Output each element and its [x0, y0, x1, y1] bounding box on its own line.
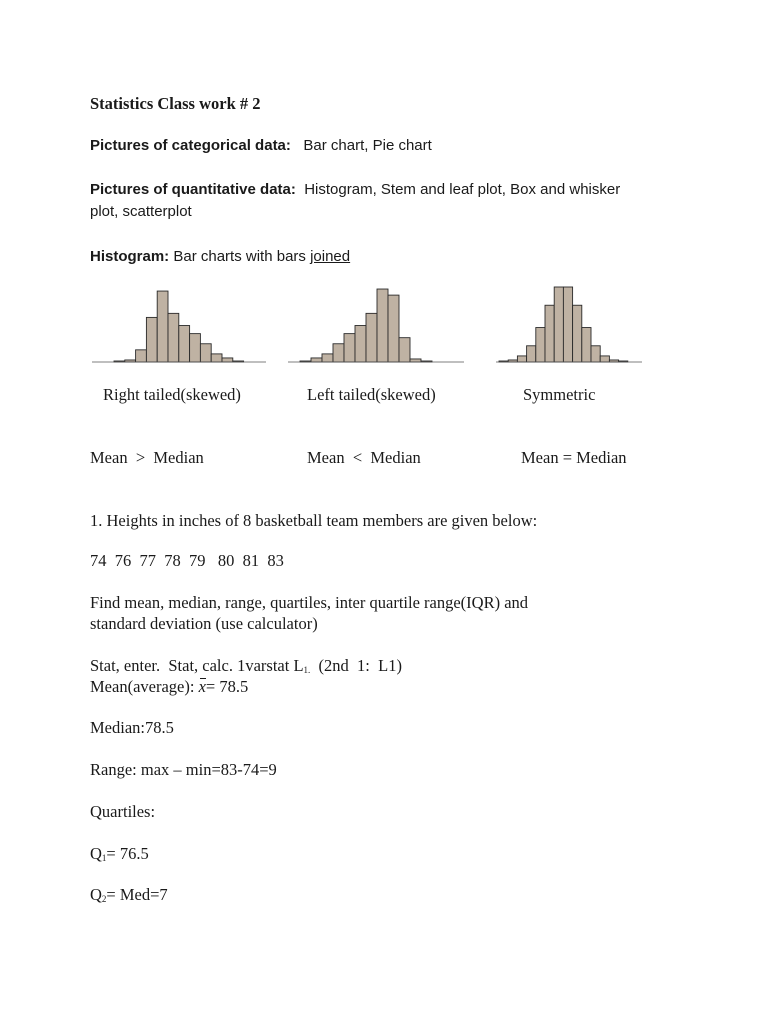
- quantitative-text: Histogram, Stem and leaf plot, Box and whisker: [304, 181, 621, 198]
- histogram-bar: [527, 346, 536, 362]
- histogram-right-skewed: [92, 284, 266, 366]
- quantitative-line: [90, 181, 620, 198]
- histogram-bar: [388, 295, 399, 362]
- median-result: Median:78.5: [90, 718, 174, 737]
- histogram-bar: [222, 358, 233, 362]
- histogram-bar: [136, 350, 147, 362]
- q2-result: $Q_2= Med=7$: [90, 885, 168, 904]
- histogram-underlined: joined: [310, 248, 351, 265]
- histogram-bar: [554, 287, 563, 362]
- histogram-bar: [311, 358, 322, 362]
- categorical-text: Bar chart, Pie chart: [303, 137, 432, 154]
- caption-left-skewed: Left tailed(skewed): [307, 385, 436, 404]
- histogram-bar: [591, 346, 600, 362]
- histogram-bar: [168, 313, 179, 362]
- range-result: Range: max – min=83-74=9: [90, 760, 277, 779]
- mean-result: Mean(average): x= 78.5: [90, 677, 249, 696]
- histogram-bar: [355, 326, 366, 362]
- histogram-bar: [190, 334, 201, 362]
- quantitative-text-cont: plot, scatterplot: [90, 203, 192, 220]
- histogram-left-skewed: [288, 284, 464, 366]
- caption-symmetric: Symmetric: [523, 385, 596, 404]
- histogram-bar: [600, 356, 609, 362]
- problem-find-line1: Find mean, median, range, quartiles, inter quartile range(IQR) and: [90, 593, 529, 612]
- page-title: Statistics Class work # 2: [90, 94, 261, 113]
- histogram-bar: [410, 359, 421, 362]
- caption-right-skewed: Right tailed(skewed): [103, 385, 241, 404]
- relation-left-skewed: Mean < Median: [307, 448, 421, 467]
- histogram-text: Bar charts with bars: [173, 248, 311, 265]
- histogram-label: Histogram:: [90, 248, 170, 265]
- histogram-bar: [333, 344, 344, 362]
- histogram-bar: [157, 291, 168, 362]
- histogram-line: [90, 248, 350, 265]
- histogram-bar: [146, 317, 157, 362]
- histogram-bar: [573, 305, 582, 362]
- histogram-bar: [563, 287, 572, 362]
- problem-question: 1. Heights in inches of 8 basketball team members are given below:: [90, 511, 538, 530]
- histogram-bar: [200, 344, 211, 362]
- histogram-bar: [366, 313, 377, 362]
- q1-result: $Q_1= 76.5$: [90, 844, 149, 863]
- histogram-bar: [582, 328, 591, 362]
- histogram-bar: [545, 305, 554, 362]
- histogram-bar: [344, 334, 355, 362]
- relation-right-skewed: Mean > Median: [90, 448, 204, 467]
- histogram-bar: [179, 326, 190, 362]
- histogram-bar: [211, 354, 222, 362]
- histogram-bar: [399, 338, 410, 362]
- calculator-steps: Stat, enter. Stat, calc. 1varstat $L_{1.}$ (2nd 1: L1): [90, 656, 402, 675]
- x-bar-symbol: x: [198, 677, 206, 696]
- histogram-bar: [536, 328, 545, 362]
- histogram-bar: [322, 354, 333, 362]
- histogram-symmetric: [496, 284, 642, 366]
- categorical-line: [90, 137, 432, 154]
- histogram-bar: [517, 356, 526, 362]
- quantitative-label: Pictures of quantitative data:: [90, 181, 296, 198]
- quartiles-heading: Quartiles:: [90, 802, 156, 821]
- categorical-label: Pictures of categorical data:: [90, 137, 291, 154]
- relation-symmetric: Mean = Median: [521, 448, 627, 467]
- problem-data: 74 76 77 78 79 80 81 83: [90, 551, 284, 570]
- problem-find-line2: standard deviation (use calculator): [90, 614, 318, 633]
- histogram-bar: [377, 289, 388, 362]
